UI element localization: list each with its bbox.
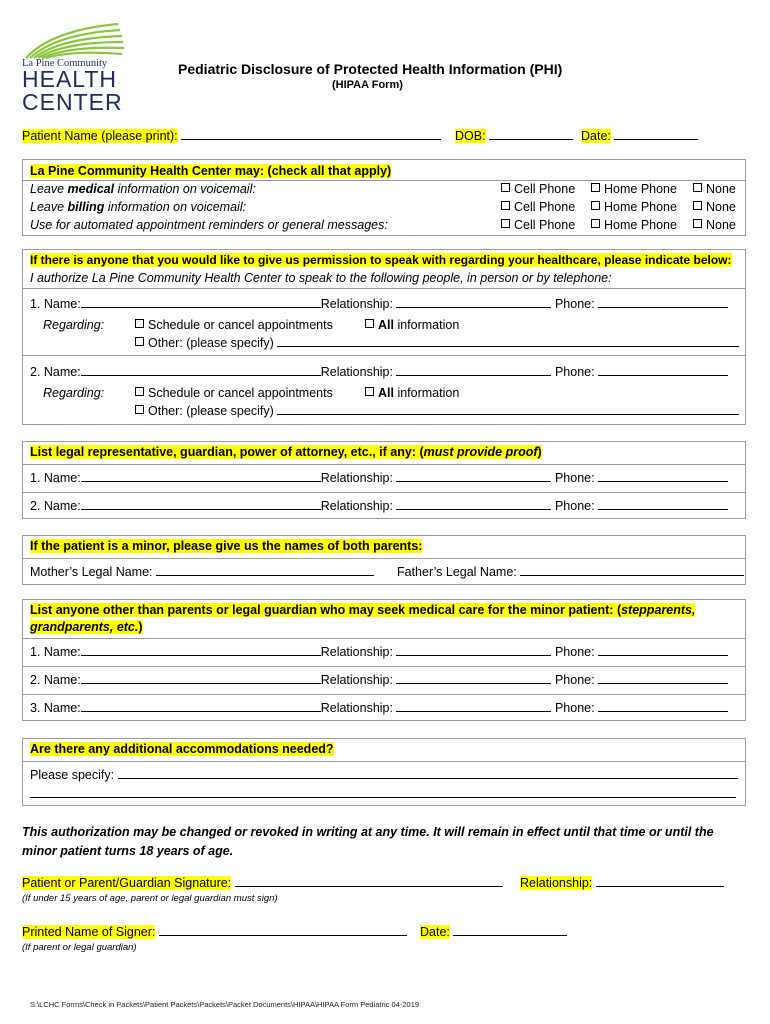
all-info-checkbox[interactable]: All information	[365, 386, 459, 400]
sec2-header: If there is anyone that you would like to give us permission to speak with regarding your healthcare, please indicate below:	[30, 253, 732, 267]
person2-phone-field[interactable]	[598, 364, 728, 376]
signature-relationship-line: Relationship:	[520, 875, 724, 890]
regarding-label: Regarding:	[43, 386, 105, 400]
person2-line: 2. Name: Relationship: Phone:	[30, 364, 728, 379]
dob-field[interactable]	[489, 128, 573, 140]
parents-section	[22, 535, 746, 585]
father-name-field[interactable]	[520, 564, 744, 576]
dob-line	[455, 128, 573, 143]
date-line	[581, 128, 698, 143]
specify-line: Please specify:	[30, 767, 738, 782]
caregiver1-line: 1. Name: Relationship: Phone:	[30, 644, 728, 659]
specify-line-2[interactable]	[30, 789, 736, 798]
sec1-row-3: Use for automated appointment reminders or general messages:	[30, 218, 388, 232]
logo-leaf-icon	[22, 22, 132, 62]
sec5-header-line2: grandparents, etc.)	[30, 620, 143, 634]
printed-note: (If parent or legal guardian)	[22, 942, 137, 953]
legal-rep2-name-field[interactable]	[81, 498, 321, 510]
sec3-header: List legal representative, guardian, power of attorney, etc., if any: (must provide proof)	[30, 445, 542, 459]
sec2-sub: I authorize La Pine Community Health Center to speak to the following people, in person or by telephone:	[30, 271, 612, 285]
caregiver1-name-field[interactable]	[81, 644, 321, 656]
signature-note: (If under 15 years of age, parent or legal guardian must sign)	[22, 893, 278, 904]
authorization-text: This authorization may be changed or revoked in writing at any time. It will remain in effect until that time or until the minor patient turns 18 years of age.	[22, 825, 714, 858]
signature-field[interactable]	[235, 875, 503, 887]
none-checkbox[interactable]: None	[693, 182, 736, 196]
mother-line: Mother’s Legal Name:	[30, 564, 374, 579]
patient-line	[22, 128, 441, 143]
father-line: Father’s Legal Name:	[397, 564, 744, 579]
other-caregivers-section	[22, 599, 746, 721]
mother-name-field[interactable]	[156, 564, 374, 576]
sec1-header: La Pine Community Health Center may: (check all that apply)	[30, 164, 392, 178]
dob-label: DOB:	[455, 129, 486, 143]
logo-line2: HEALTH	[22, 66, 118, 92]
printed-name-field[interactable]	[159, 924, 407, 936]
person2-relationship-field[interactable]	[396, 364, 551, 376]
person1-relationship-field[interactable]	[396, 296, 551, 308]
printed-date-field[interactable]	[453, 924, 567, 936]
caregiver3-name-field[interactable]	[81, 700, 321, 712]
sec1-row-1: Leave medical information on voicemail:	[30, 182, 256, 196]
legal-rep-section	[22, 441, 746, 519]
logo	[22, 22, 132, 114]
logo-line1: La Pine Community	[22, 58, 108, 69]
legal-rep1-phone-field[interactable]	[598, 470, 728, 482]
cell-phone-checkbox[interactable]: Cell Phone	[501, 200, 575, 214]
caregiver3-relationship-field[interactable]	[396, 700, 551, 712]
all-info-checkbox[interactable]: All information	[365, 318, 459, 332]
cell-phone-checkbox[interactable]: Cell Phone	[501, 182, 575, 196]
printed-name-line	[22, 924, 407, 939]
date-label: Date:	[581, 129, 611, 143]
home-phone-checkbox[interactable]: Home Phone	[591, 200, 677, 214]
sec6-header: Are there any additional accommodations needed?	[30, 742, 334, 756]
none-checkbox[interactable]: None	[693, 200, 736, 214]
none-checkbox[interactable]: None	[693, 218, 736, 232]
caregiver3-phone-field[interactable]	[598, 700, 728, 712]
legal-rep1-line: 1. Name: Relationship: Phone:	[30, 470, 728, 485]
sec5-header-line1: List anyone other than parents or legal guardian who may seek medical care for the minor patient: (stepparents,	[30, 603, 696, 617]
person1-line: 1. Name: Relationship: Phone:	[30, 296, 728, 311]
sec1-row-2: Leave billing information on voicemail:	[30, 200, 247, 214]
patient-name-label: Patient Name (please print):	[22, 129, 178, 143]
date-field[interactable]	[614, 128, 698, 140]
legal-rep2-line: 2. Name: Relationship: Phone:	[30, 498, 728, 513]
caregiver1-phone-field[interactable]	[598, 644, 728, 656]
home-phone-checkbox[interactable]: Home Phone	[591, 218, 677, 232]
signature-relationship-field[interactable]	[596, 875, 724, 887]
legal-rep1-name-field[interactable]	[81, 470, 321, 482]
home-phone-checkbox[interactable]: Home Phone	[591, 182, 677, 196]
patient-name-field[interactable]	[181, 128, 441, 140]
caregiver3-line: 3. Name: Relationship: Phone:	[30, 700, 728, 715]
sec1-opts-1	[501, 182, 575, 196]
cell-phone-checkbox[interactable]: Cell Phone	[501, 218, 575, 232]
regarding-label: Regarding:	[43, 318, 105, 332]
person1-phone-field[interactable]	[598, 296, 728, 308]
person2-name-field[interactable]	[81, 364, 321, 376]
accommodations-section	[22, 738, 746, 806]
voicemail-section	[22, 159, 746, 236]
person1-name-field[interactable]	[81, 296, 321, 308]
caregiver2-name-field[interactable]	[81, 672, 321, 684]
caregiver2-line: 2. Name: Relationship: Phone:	[30, 672, 728, 687]
caregiver2-relationship-field[interactable]	[396, 672, 551, 684]
printed-name-label: Printed Name of Signer:	[22, 925, 156, 939]
footer-path: S:\LCHC Forms\Check in Packets\Patient Packets\Packets\Packet Documents\HIPAA\HIPAA Form Pediatric 04-2019	[30, 1000, 420, 1009]
page-title: Pediatric Disclosure of Protected Health Information (PHI)	[178, 61, 563, 77]
schedule-checkbox[interactable]: Schedule or cancel appointments	[135, 318, 333, 332]
other-checkbox[interactable]: Other: (please specify)	[135, 403, 739, 418]
legal-rep2-phone-field[interactable]	[598, 498, 728, 510]
legal-rep1-relationship-field[interactable]	[396, 470, 551, 482]
signature-label: Patient or Parent/Guardian Signature:	[22, 876, 232, 890]
authorized-persons-section	[22, 249, 746, 425]
caregiver2-phone-field[interactable]	[598, 672, 728, 684]
sec4-header: If the patient is a minor, please give us the names of both parents:	[30, 539, 423, 553]
caregiver1-relationship-field[interactable]	[396, 644, 551, 656]
printed-date-line: Date:	[420, 924, 567, 939]
signature-line	[22, 875, 503, 890]
specify-field[interactable]	[118, 767, 738, 779]
logo-line3: CENTER	[22, 89, 123, 115]
schedule-checkbox[interactable]: Schedule or cancel appointments	[135, 386, 333, 400]
page-subtitle: (HIPAA Form)	[332, 79, 403, 91]
legal-rep2-relationship-field[interactable]	[396, 498, 551, 510]
other-checkbox[interactable]: Other: (please specify)	[135, 335, 739, 350]
